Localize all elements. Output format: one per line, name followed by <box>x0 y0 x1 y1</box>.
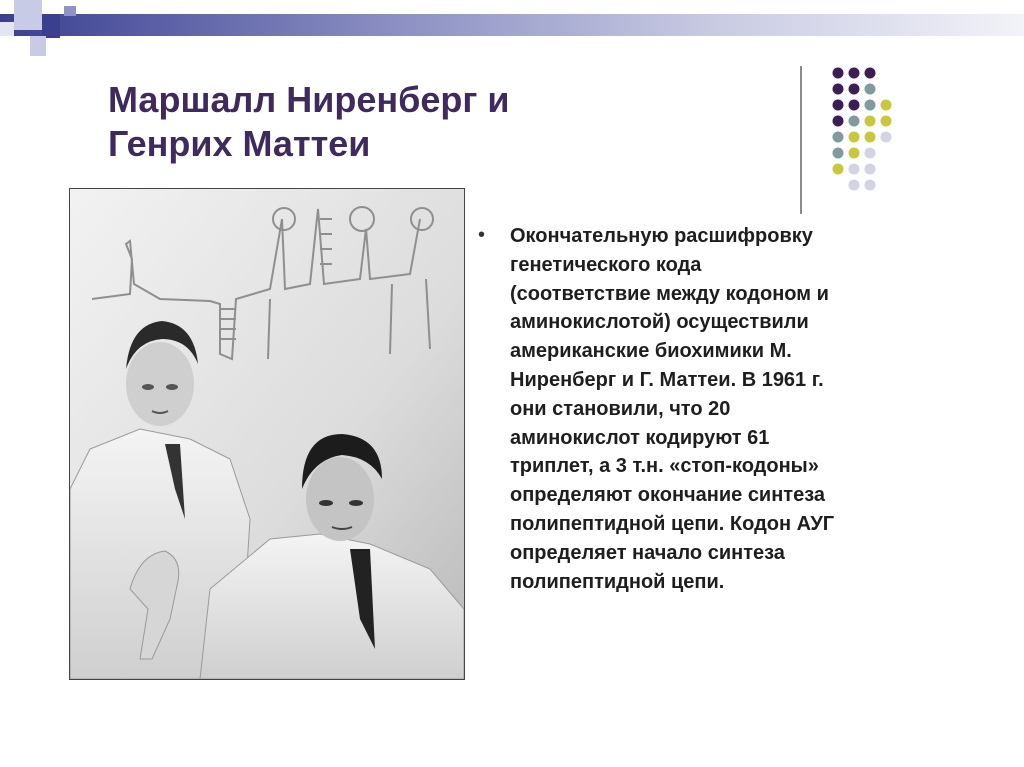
decoration-dot <box>881 100 892 111</box>
decoration-dot <box>865 68 876 79</box>
decoration-dot <box>865 116 876 127</box>
decoration-dot <box>833 100 844 111</box>
dot-grid-decoration <box>816 66 906 196</box>
photo-image <box>70 189 464 679</box>
decoration-square <box>64 6 76 16</box>
body-paragraph: Окончательную расшифровку генетического кода (соответствие между кодоном и аминокислотой) осуществили американские биохимики М. Ниренберг и Г. Маттеи. В 1961 г. они становили, что 20 аминокислот кодируют 61 триплет, а 3 т.н. «стоп-кодоны» определяют окончание синтеза полипептидной цепи. Кодон АУГ определяет начало синтеза полипептидной цепи. <box>510 225 835 593</box>
title-line-2: Генрих Маттеи <box>108 123 371 164</box>
decoration-dot <box>881 116 892 127</box>
content-block <box>478 222 908 596</box>
decoration-dot <box>833 148 844 159</box>
decoration-dot <box>833 132 844 143</box>
title-line-1: Маршалл Ниренберг и <box>108 79 510 120</box>
bullet-point: • <box>478 224 486 246</box>
decoration-dot <box>833 84 844 95</box>
decoration-dot <box>865 148 876 159</box>
decoration-dot <box>849 116 860 127</box>
decoration-dot <box>849 148 860 159</box>
scientists-photo <box>69 188 465 680</box>
decoration-square <box>0 22 14 36</box>
decoration-dot <box>865 84 876 95</box>
decoration-dot <box>865 132 876 143</box>
decoration-dot <box>865 100 876 111</box>
decoration-square <box>42 14 60 38</box>
decoration-dot <box>833 116 844 127</box>
decoration-dot <box>865 180 876 191</box>
decoration-square <box>14 0 42 30</box>
decoration-dot <box>833 164 844 175</box>
decoration-dot <box>833 68 844 79</box>
slide-title <box>108 78 748 166</box>
decoration-dot <box>881 132 892 143</box>
vertical-divider <box>800 66 802 214</box>
decoration-square <box>30 36 46 56</box>
decoration-dot <box>849 68 860 79</box>
decoration-dot <box>849 84 860 95</box>
header-decoration-band <box>0 14 1024 36</box>
decoration-dot <box>849 100 860 111</box>
decoration-dot <box>849 132 860 143</box>
decoration-dot <box>849 164 860 175</box>
decoration-dot <box>849 180 860 191</box>
decoration-dot <box>865 164 876 175</box>
